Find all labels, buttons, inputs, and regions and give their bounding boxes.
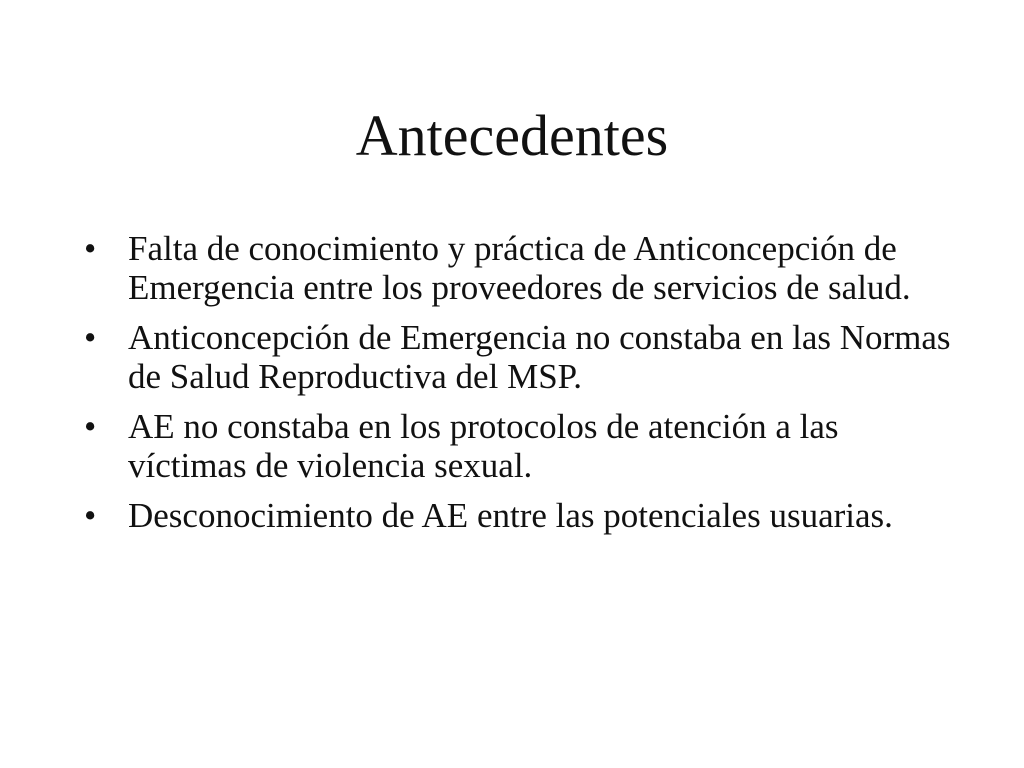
bullet-list xyxy=(84,229,964,546)
bullet-text: AE no constaba en los protocolos de atención a las víctimas de violencia sexual. xyxy=(128,407,839,485)
bullet-text: Desconocimiento de AE entre las potenciales usuarias. xyxy=(128,496,893,535)
bullet-text: Anticoncepción de Emergencia no constaba en las Normas de Salud Reproductiva del MSP. xyxy=(128,318,951,396)
bullet-item xyxy=(84,496,964,535)
bullet-icon: • xyxy=(84,229,97,268)
bullet-item xyxy=(84,318,964,396)
slide-title: Antecedentes xyxy=(355,103,669,168)
bullet-item xyxy=(84,407,964,485)
bullet-item xyxy=(84,229,964,307)
bullet-icon: • xyxy=(84,407,97,446)
bullet-text: Falta de conocimiento y práctica de Anticoncepción de Emergencia entre los proveedores de servicios de salud. xyxy=(128,229,911,307)
bullet-icon: • xyxy=(84,318,97,357)
bullet-icon: • xyxy=(84,496,97,535)
